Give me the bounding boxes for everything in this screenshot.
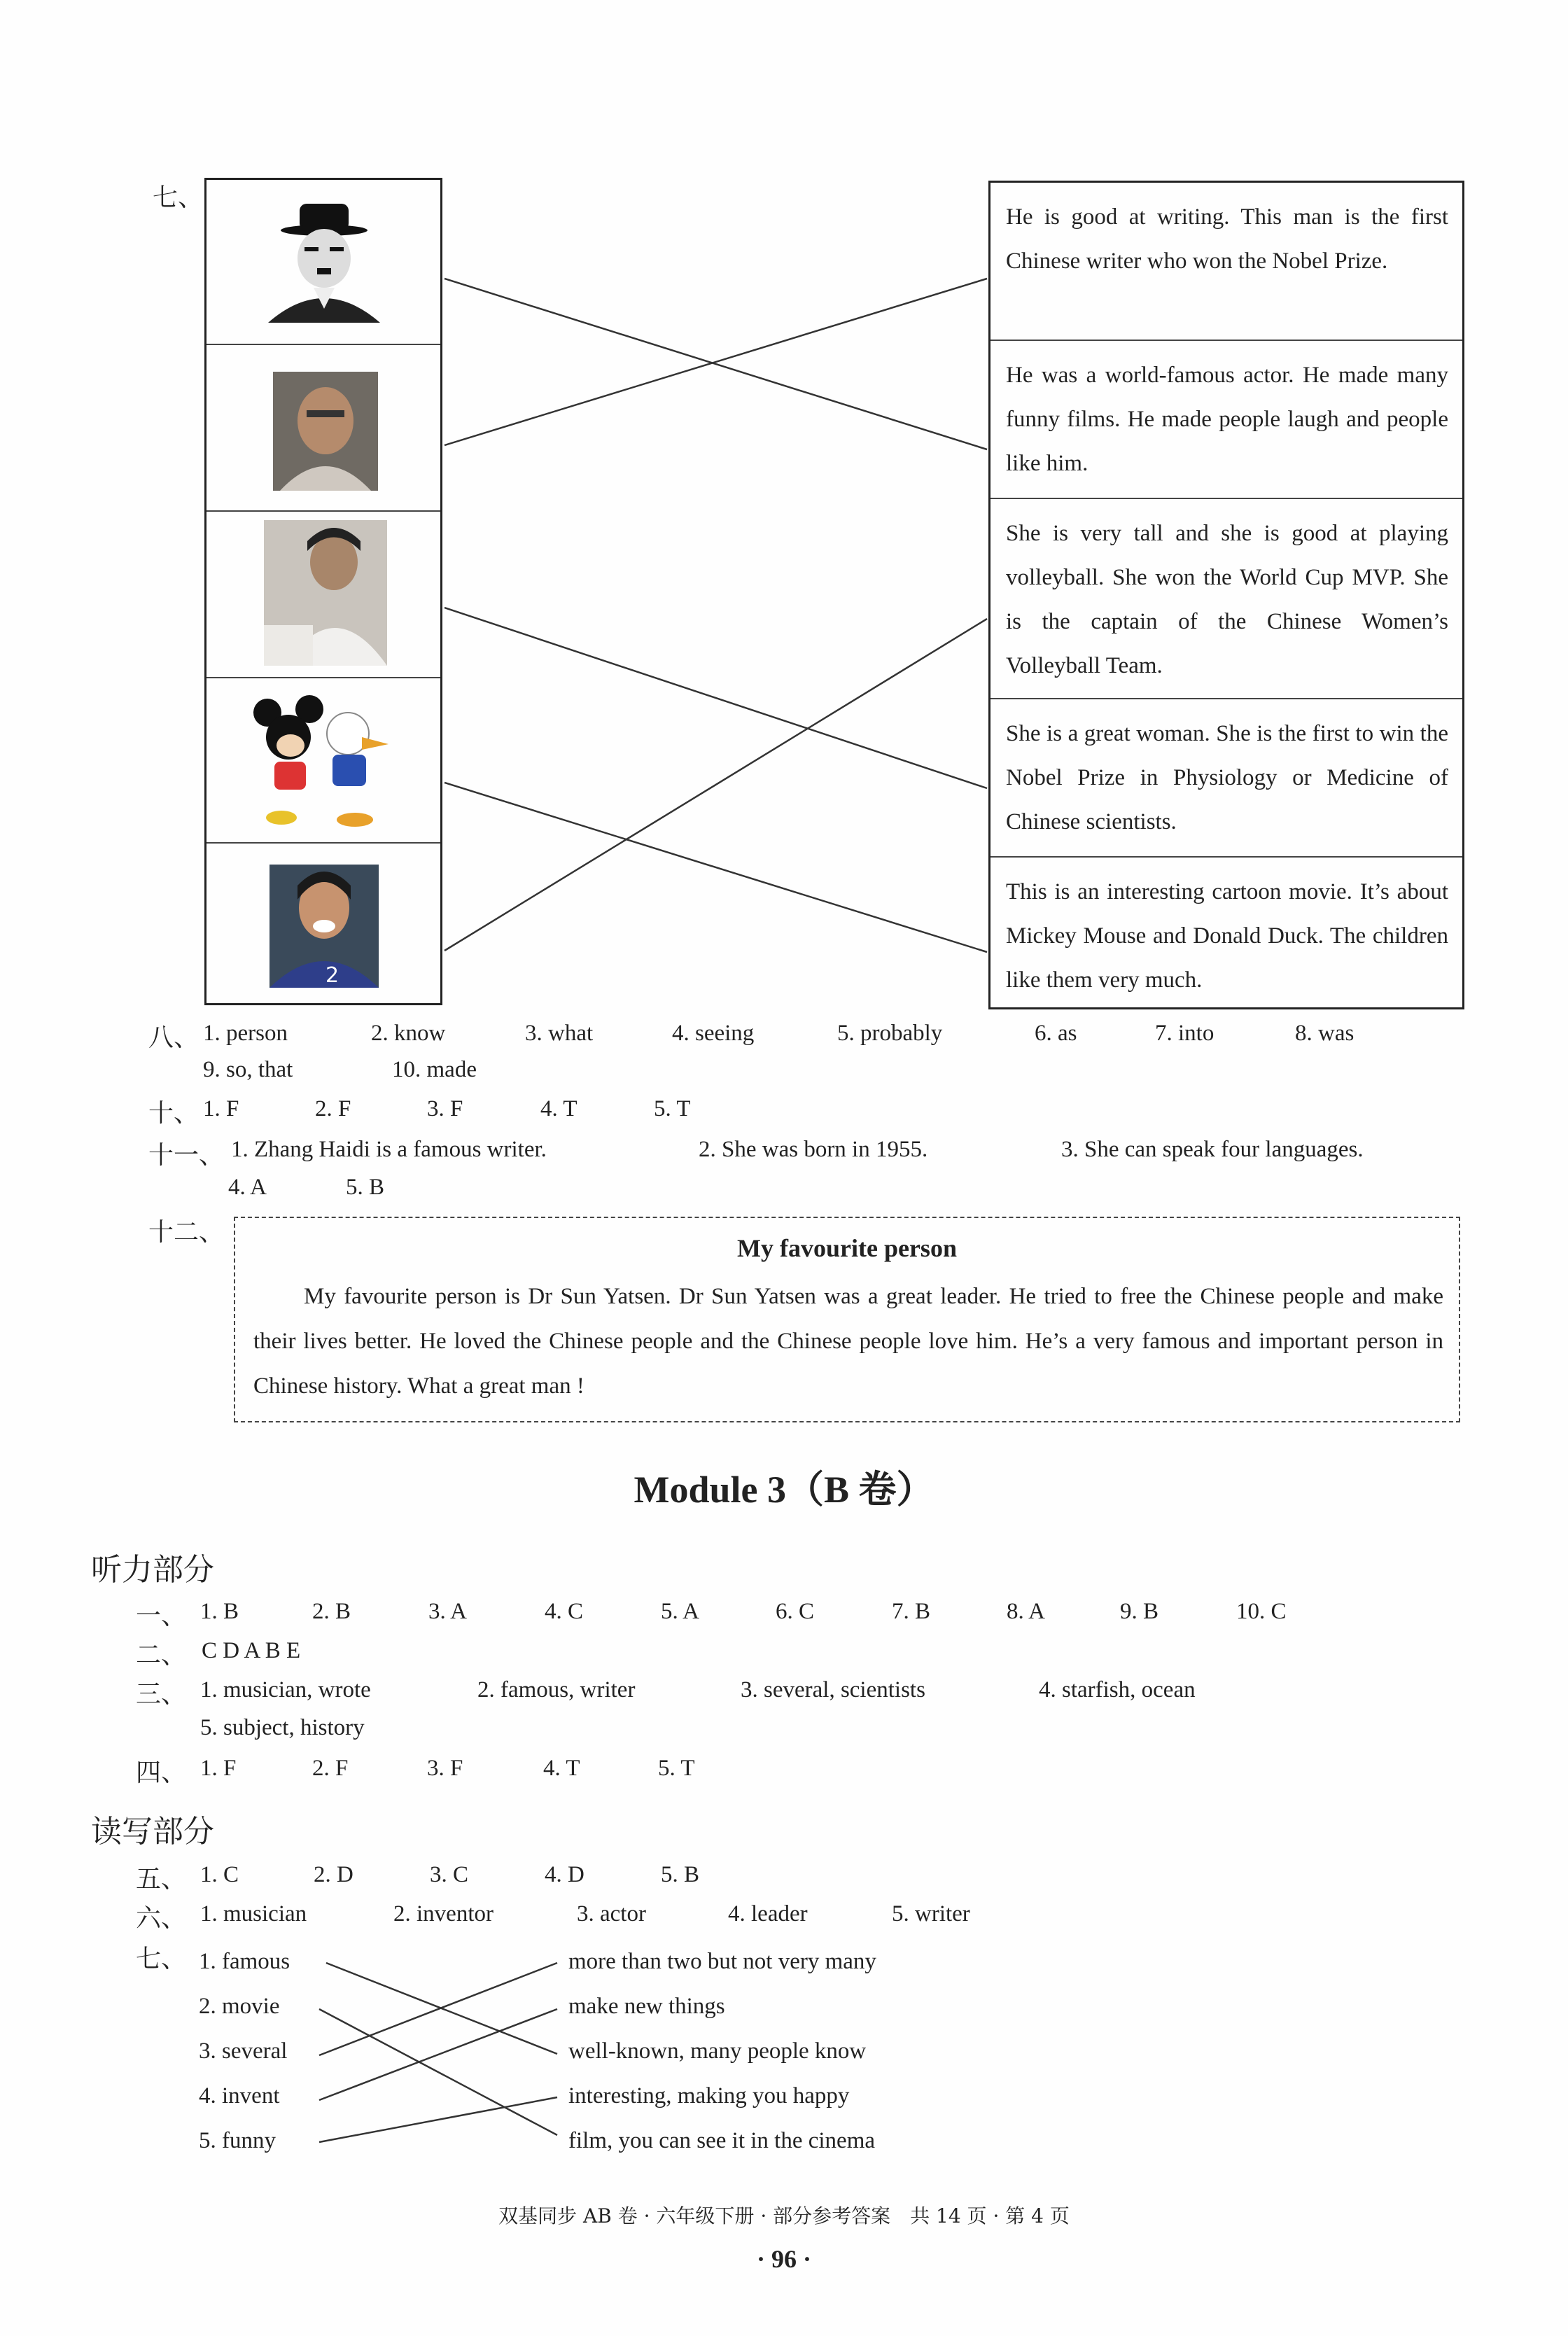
- q12-label: 十二、: [148, 1218, 225, 1247]
- q11-answer: 3. She can speak four languages.: [1061, 1137, 1364, 1162]
- b5-answer: 1. C: [200, 1862, 239, 1887]
- match-line-5-3: [444, 619, 987, 951]
- q10-answer: 4. T: [540, 1096, 578, 1121]
- q11-answer: 5. B: [346, 1175, 385, 1200]
- b4-answer: 5. T: [658, 1756, 695, 1781]
- q10-answer: 2. F: [315, 1096, 351, 1121]
- q8-answer: 7. into: [1155, 1021, 1214, 1046]
- description-box-5: This is an interesting cartoon movie. It’s about Mickey Mouse and Donald Duck. The children like them very much.: [1006, 879, 1448, 993]
- page-number: · 96 ·: [756, 2245, 811, 2273]
- b7-word: 4. invent: [199, 2083, 280, 2108]
- q8-answer: 6. as: [1035, 1021, 1077, 1046]
- q8-answer: 8. was: [1295, 1021, 1354, 1046]
- b1-answer: 4. C: [545, 1599, 584, 1624]
- q11-answer: 2. She was born in 1955.: [699, 1137, 928, 1162]
- b6-answer: 1. musician: [200, 1901, 307, 1926]
- listening-heading: 听力部分: [91, 1552, 214, 1588]
- q11-label: 十一、: [148, 1141, 225, 1170]
- b1-answer: 3. A: [428, 1599, 468, 1624]
- b4-answer: 4. T: [543, 1756, 580, 1781]
- b4-answer: 2. F: [312, 1756, 349, 1781]
- q10-answer: 3. F: [427, 1096, 463, 1121]
- q8-answer: 9. so, that: [203, 1057, 293, 1082]
- b3-answer: 5. subject, history: [200, 1715, 365, 1740]
- b3-label: 三、: [136, 1680, 187, 1709]
- q10-answer: 1. F: [203, 1096, 239, 1121]
- description-box-2: He was a world-famous actor. He made many funny films. He made people laugh and people like him.: [990, 341, 1462, 499]
- b7-meaning: interesting, making you happy: [568, 2083, 850, 2108]
- b1-answer: 8. A: [1007, 1599, 1046, 1624]
- b6-answer: 5. writer: [892, 1901, 970, 1926]
- footer-text: 双基同步 AB 卷 · 六年级下册 · 部分参考答案 共 14 页 · 第 4 页: [498, 2204, 1070, 2227]
- essay-body: My favourite person is Dr Sun Yatsen. Dr Sun Yatsen was a great leader. He tried to free the Chinese people and make their lives better. He loved the Chinese people and the Chinese people love him. He’s a very famous and important person in Chinese history. What a great man !: [253, 1284, 1443, 1399]
- description-box-1: He is good at writing. This man is the first Chinese writer who won the Nobel Prize.: [990, 183, 1462, 341]
- b1-label: 一、: [136, 1602, 187, 1630]
- b5-answer: 5. B: [661, 1862, 700, 1887]
- b7-meaning: more than two but not very many: [568, 1949, 876, 1974]
- q8-answer: 3. what: [525, 1021, 594, 1046]
- b2-answer: C D A B E: [202, 1638, 301, 1663]
- b1-answer: 7. B: [892, 1599, 931, 1624]
- b5-answer: 4. D: [545, 1862, 584, 1887]
- q11-answer: 1. Zhang Haidi is a famous writer.: [231, 1137, 547, 1162]
- q7-label: 七、: [153, 183, 204, 212]
- description-column: [988, 181, 1464, 1009]
- b3-answer: 2. famous, writer: [477, 1677, 636, 1702]
- b7-matching-lines: [0, 1932, 1568, 2163]
- b4-label: 四、: [136, 1758, 187, 1787]
- q8-label: 八、: [148, 1023, 200, 1052]
- b6-label: 六、: [136, 1904, 187, 1933]
- match-line-4-5: [444, 783, 987, 952]
- b1-answer: 2. B: [312, 1599, 351, 1624]
- b7-label: 七、: [136, 1945, 187, 1973]
- essay-box: [234, 1217, 1460, 1422]
- b1-answer: 1. B: [200, 1599, 239, 1624]
- q10-answer: 5. T: [654, 1096, 691, 1121]
- description-box-4: She is a great woman. She is the first to win the Nobel Prize in Physiology or Medicine of Chinese scientists.: [990, 699, 1462, 858]
- b4-answer: 3. F: [427, 1756, 463, 1781]
- essay-title: My favourite person: [737, 1234, 957, 1262]
- b5-answer: 2. D: [314, 1862, 354, 1887]
- b2-label: 二、: [136, 1641, 187, 1670]
- q10-label: 十、: [148, 1099, 200, 1128]
- b5-label: 五、: [136, 1865, 187, 1894]
- q8-answer: 5. probably: [837, 1021, 943, 1046]
- module-title: Module 3（B 卷）: [634, 1469, 934, 1511]
- b4-answer: 1. F: [200, 1756, 237, 1781]
- b1-answer: 5. A: [661, 1599, 700, 1624]
- description-box-3: She is very tall and she is good at playing volleyball. She won the World Cup MVP. She is the captain of the Chinese Women’s Volleyball Team.: [990, 499, 1462, 699]
- q8-answer: 10. made: [392, 1057, 477, 1082]
- b1-answer: 6. C: [776, 1599, 815, 1624]
- q8-answer: 2. know: [371, 1021, 446, 1046]
- svg-text:2: 2: [326, 963, 340, 988]
- b7-meaning: well-known, many people know: [568, 2038, 867, 2064]
- b7-word: 2. movie: [199, 1994, 280, 2019]
- b6-answer: 2. inventor: [393, 1901, 493, 1926]
- b7-meaning: film, you can see it in the cinema: [568, 2128, 876, 2153]
- q11-answer: 4. A: [228, 1175, 267, 1200]
- q8-answer: 4. seeing: [672, 1021, 755, 1046]
- b3-answer: 1. musician, wrote: [200, 1677, 371, 1702]
- b1-answer: 10. C: [1236, 1599, 1287, 1624]
- b1-answer: 9. B: [1120, 1599, 1159, 1624]
- b5-answer: 3. C: [430, 1862, 469, 1887]
- b7-word: 5. funny: [199, 2128, 276, 2153]
- b7-word: 3. several: [199, 2038, 288, 2064]
- b7-word: 1. famous: [199, 1949, 290, 1974]
- reading-heading: 读写部分: [91, 1814, 214, 1849]
- q8-answer: 1. person: [203, 1021, 288, 1046]
- b3-answer: 3. several, scientists: [741, 1677, 925, 1702]
- b6-answer: 3. actor: [577, 1901, 646, 1926]
- match-line-3-4: [444, 608, 987, 788]
- b7-meaning: make new things: [568, 1994, 725, 2019]
- b3-answer: 4. starfish, ocean: [1039, 1677, 1196, 1702]
- b6-answer: 4. leader: [728, 1901, 808, 1926]
